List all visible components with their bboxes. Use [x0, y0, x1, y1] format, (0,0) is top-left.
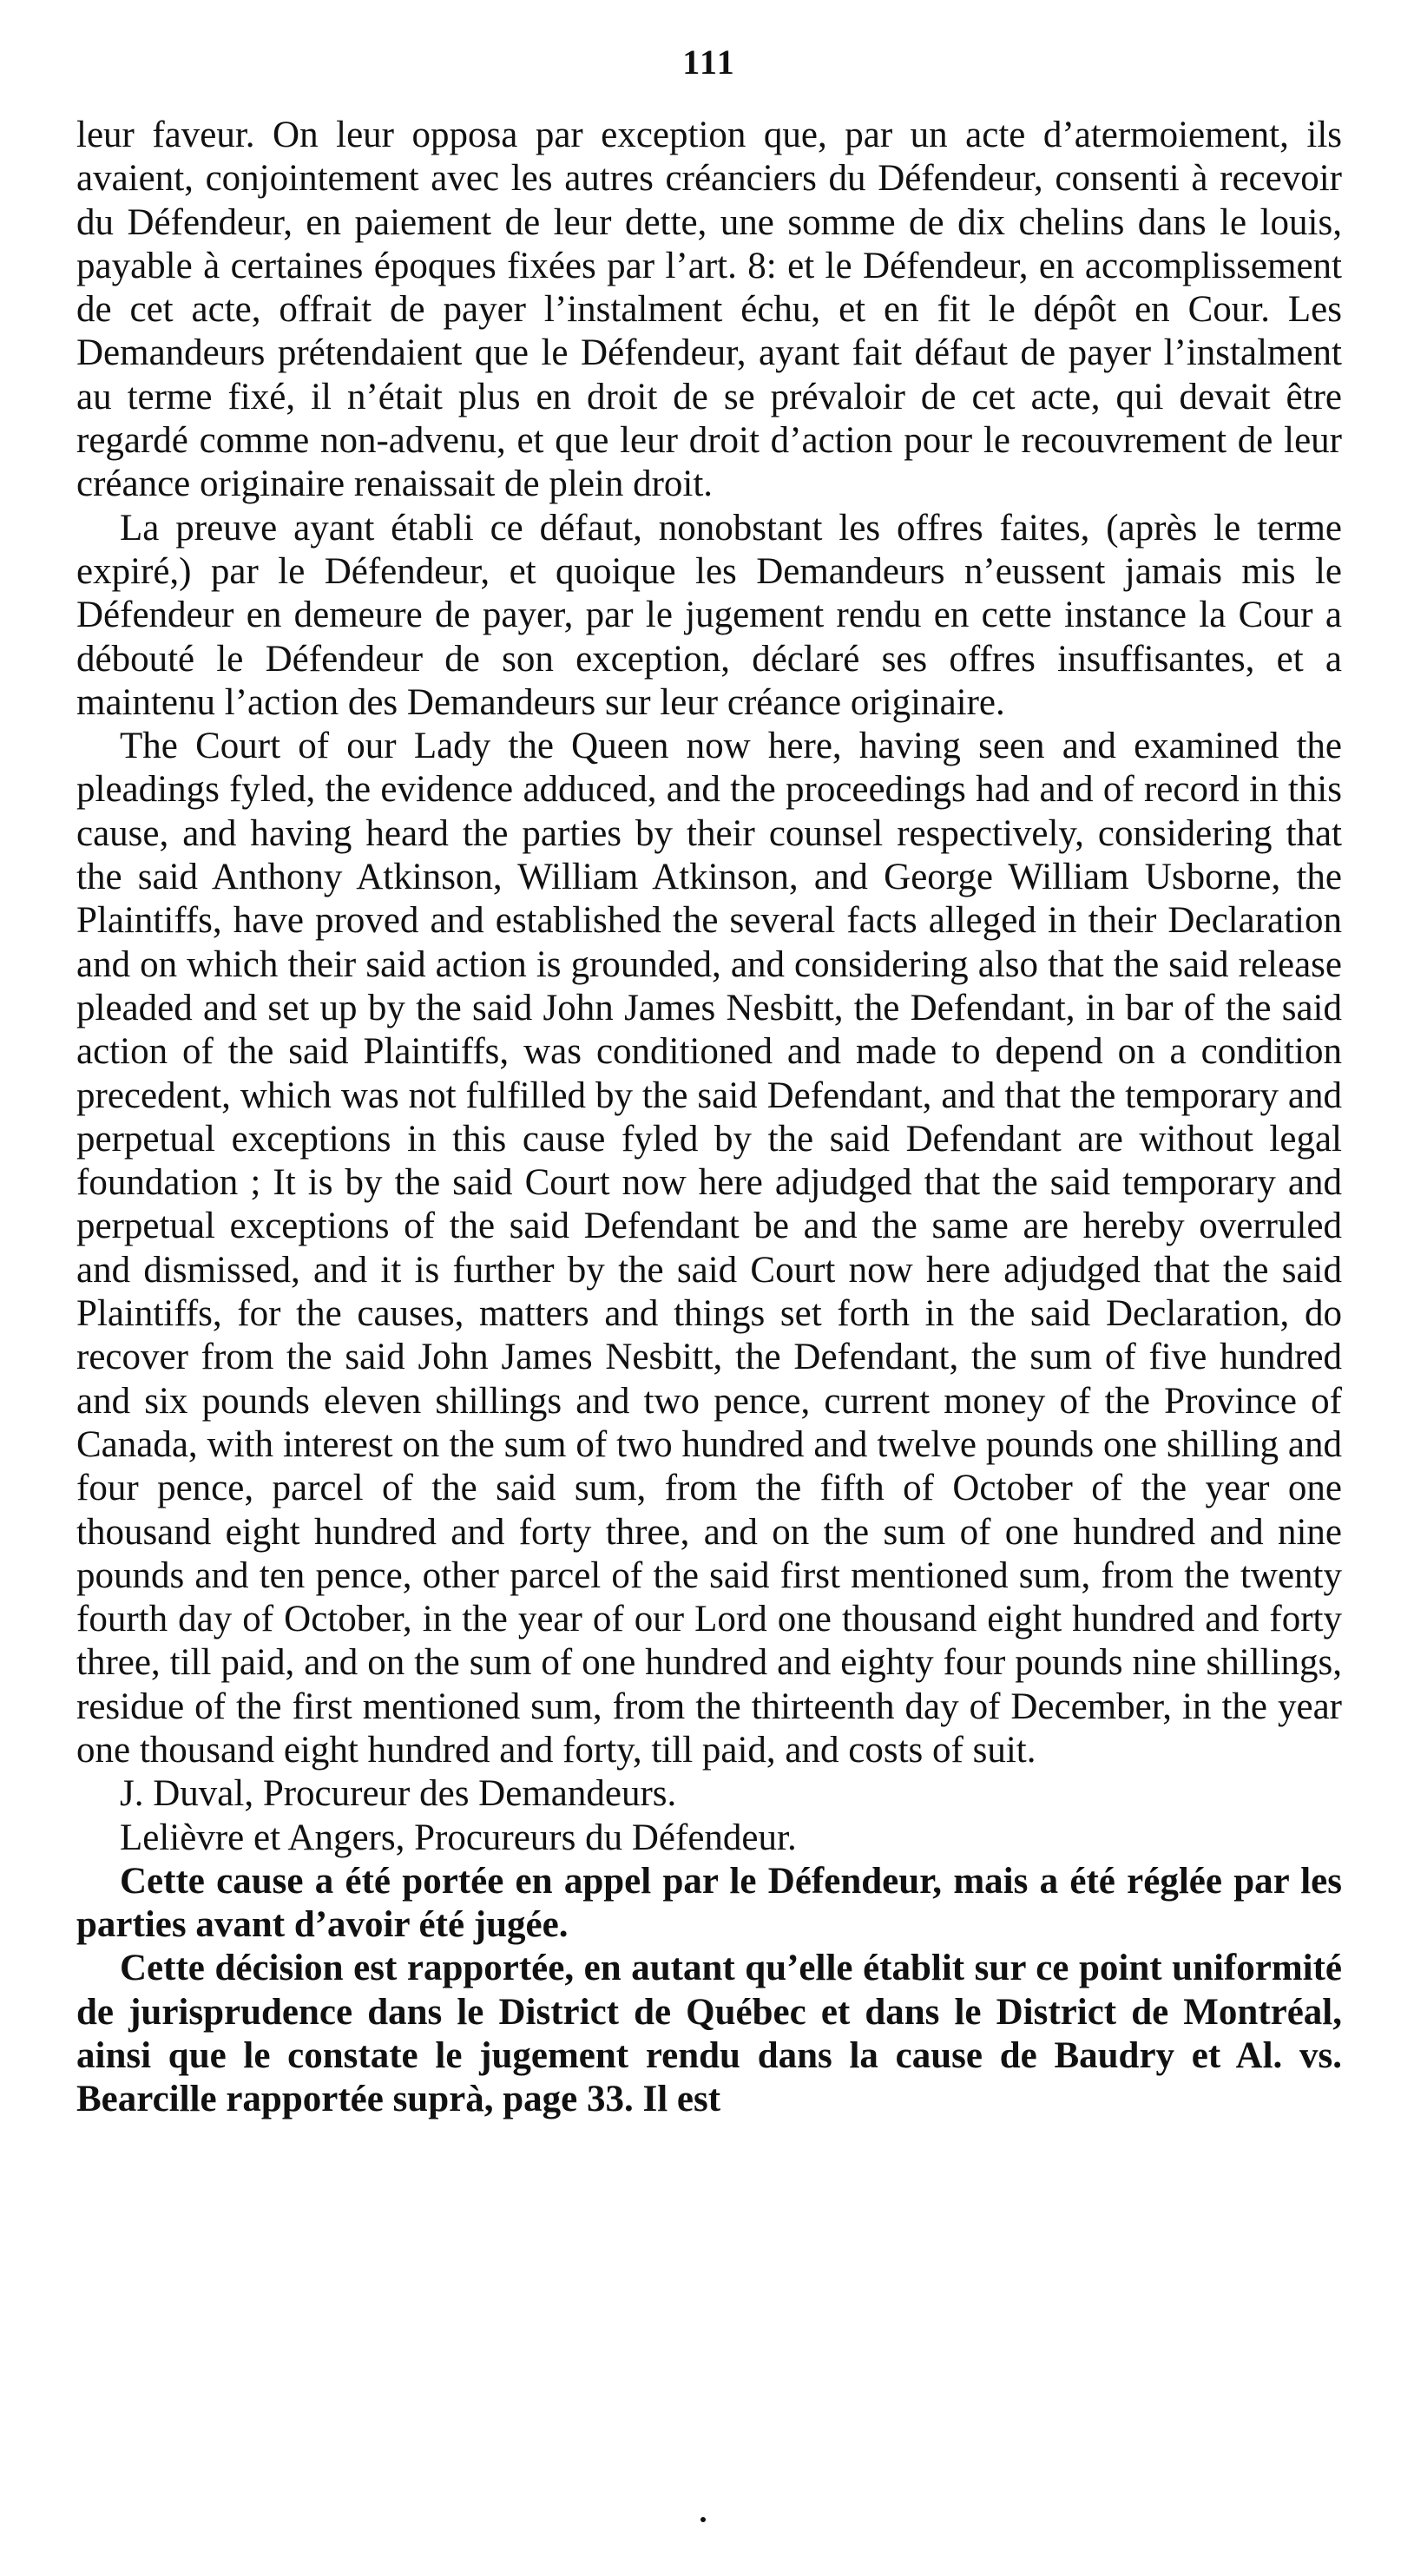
paragraph-leur-faveur: leur faveur. On leur opposa par exception que, par un acte d’atermoiement, ils avaient, conjointement avec les autres créanciers du Défendeur, consenti à recevoir du Défendeur, en paiement de leur dette, une somme de dix chelins dans le louis, payable à certaines époques fixées par l’art. 8: et le Défendeur, en accomplissement de cet acte, offrait de payer l’instalment échu, et en fit le dépôt en Cour. Les Demandeurs prétendaient que le Défendeur, ayant fait défaut de payer l’instalment au terme fixé, il n’était plus en droit de se prévaloir de cet acte, qui devait être regardé comme non-advenu, et que leur droit d’action pour le recouvrement de leur créance originaire renaissait de plein droit. — [76, 115, 1342, 505]
paragraph-appeal-note: Cette cause a été portée en appel par le Défendeur, mais a été réglée par les parties avant d’avoir été jugée. — [76, 1860, 1342, 1946]
paragraph-jurisprudence-note: Cette décision est rapportée, en autant qu’elle établit sur ce point uniformité de jurisprudence dans le District de Québec et dans le District de Montréal, ainsi que le constate le jugement rendu dans la cause de Baudry et Al. vs. Bearcille rapportée suprà, page 33. Il est — [76, 1948, 1342, 2120]
paragraph-court-judgment: The Court of our Lady the Queen now here, having seen and examined the pleadings fyled, the evidence adduced, and the proceedings had and of record in this cause, and having heard the parties by their counsel respectively, considering that the said Anthony Atkinson, William Atkinson, and George William Usborne, the Plaintiffs, have proved and established the several facts alleged in their Declaration and on which their said action is grounded, and considering also that the said release pleaded and set up by the said John James Nesbitt, the Defendant, in bar of the said action of the said Plaintiffs, was conditioned and made to depend on a condition precedent, which was not fulfilled by the said Defendant, and that the temporary and perpetual exceptions in this cause fyled by the said Defendant are without legal foundation ; It is by the said Court now here adjudged that the said temporary and perpetual exceptions of the said Defendant be and the same are hereby overruled and dismissed, and it is further by the said Court now here adjudged that the said Plaintiffs, for the causes, matters and things set forth in the said Declaration, do recover from the said John James Nesbitt, the Defendant, the sum of five hundred and six pounds eleven shillings and two pence, current money of the Province of Canada, with interest on the sum of two hundred and twelve pounds one shilling and four pence, parcel of the said sum, from the fifth of October of the year one thousand eight hundred and forty three, and on the sum of one hundred and nine pounds and ten pence, other parcel of the said first mentioned sum, from the twenty fourth day of October, in the year of our Lord one thousand eight hundred and forty three, till paid, and on the sum of one hundred and eighty four pounds nine shillings, residue of the first mentioned sum, from the thirteenth day of December, in the year one thousand eight hundred and forty, till paid, and costs of suit. — [76, 726, 1342, 1771]
plaintiff-attorney-line: J. Duval, Procureur des Demandeurs. — [120, 1773, 677, 1815]
document-page — [76, 35, 1342, 2122]
page-number: 111 — [682, 43, 736, 82]
footer-dot — [700, 2517, 706, 2522]
paragraph-la-preuve: La preuve ayant établi ce défaut, nonobstant les offres faites, (après le terme expiré,) par le Défendeur, et quoique les Demandeurs n’eussent jamais mis le Défendeur en demeure de payer, par le jugement rendu en cette instance la Cour a débouté le Défendeur de son exception, déclaré ses offres insuffisantes, et a maintenu l’action des Demandeurs sur leur créance originaire. — [76, 507, 1342, 723]
defendant-attorney-line: Lelièvre et Angers, Procureurs du Défendeur. — [120, 1817, 797, 1858]
